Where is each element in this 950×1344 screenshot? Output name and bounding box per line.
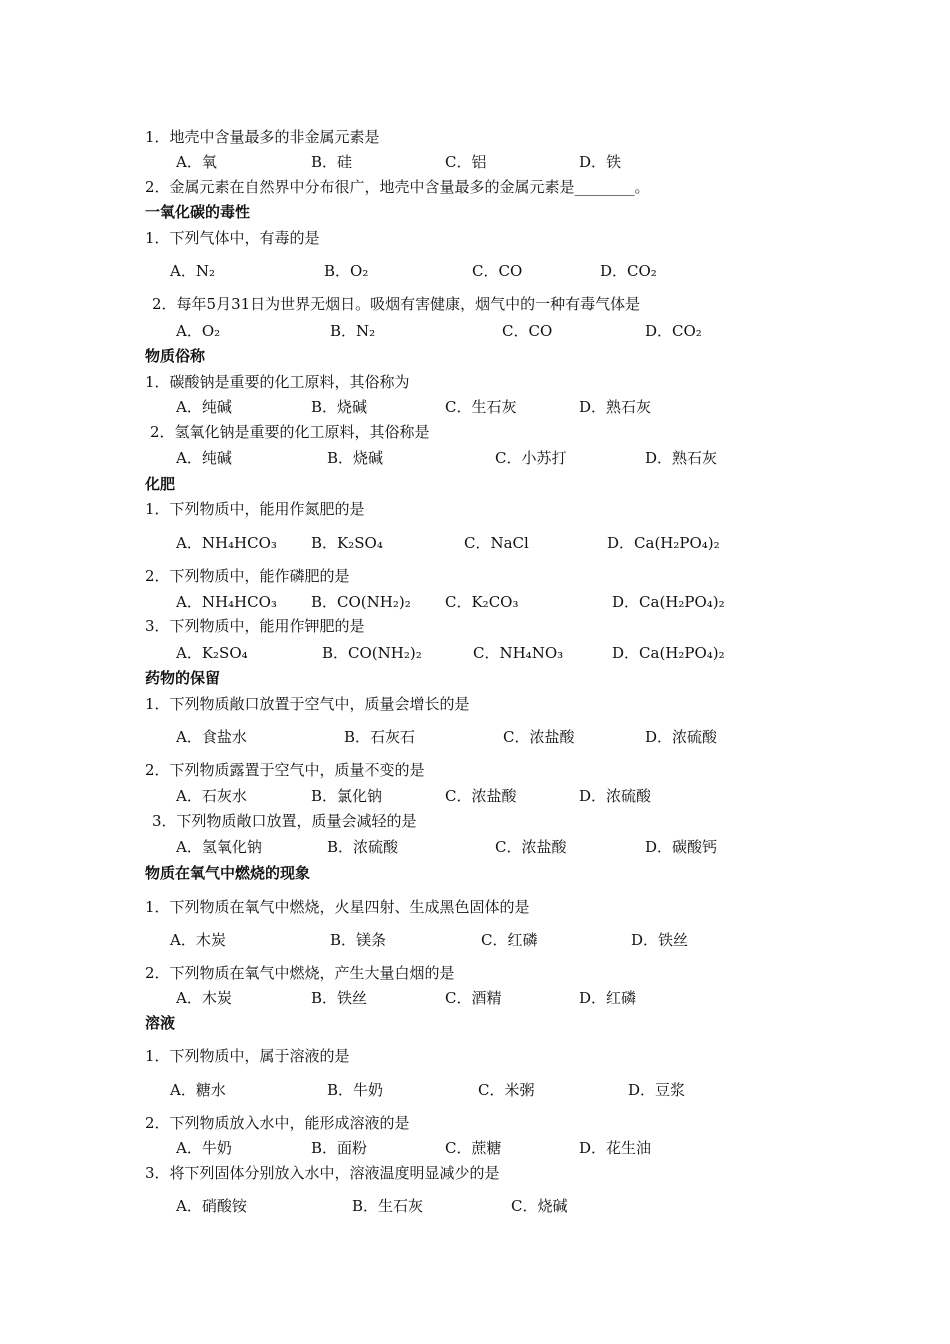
- option: A．牛奶: [176, 1139, 232, 1157]
- section-heading: 药物的保留: [145, 669, 221, 687]
- question-stem: 2．每年5月31日为世界无烟日。吸烟有害健康，烟气中的一种有毒气体是: [152, 295, 641, 313]
- option: C．红磷: [481, 931, 538, 949]
- option: D．铁丝: [631, 931, 689, 949]
- question-stem: 2．下列物质在氧气中燃烧，产生大量白烟的是: [145, 964, 455, 982]
- option: B．CO(NH₂)₂: [311, 593, 411, 611]
- question-stem: 3．下列物质敞口放置，质量会减轻的是: [152, 812, 417, 830]
- option: C．铝: [445, 153, 487, 171]
- option: A．硝酸铵: [176, 1197, 247, 1215]
- section-heading: 化肥: [145, 475, 176, 493]
- option: A．木炭: [176, 989, 232, 1007]
- option: B．浓硫酸: [327, 838, 399, 856]
- option: C．蔗糖: [445, 1139, 502, 1157]
- option: B．烧碱: [327, 449, 384, 467]
- option: D．浓硫酸: [579, 787, 652, 805]
- option: C．生石灰: [445, 398, 517, 416]
- question-stem: 2．氢氧化钠是重要的化工原料，其俗称是: [150, 423, 430, 441]
- option: C．CO: [472, 262, 523, 280]
- option: A．纯碱: [176, 449, 232, 467]
- option: B．面粉: [311, 1139, 368, 1157]
- option: A．N₂: [170, 262, 215, 280]
- section-heading: 一氧化碳的毒性: [145, 203, 251, 221]
- option: D．豆浆: [628, 1081, 686, 1099]
- option: B．石灰石: [344, 728, 416, 746]
- option: C．NaCl: [464, 534, 529, 552]
- option: D．Ca(H₂PO₄)₂: [612, 644, 725, 662]
- section-heading: 物质俗称: [145, 347, 206, 365]
- option: A．NH₄HCO₃: [176, 593, 277, 611]
- option: C．浓盐酸: [495, 838, 567, 856]
- question-stem: 3．下列物质中，能用作钾肥的是: [145, 617, 365, 635]
- question-stem: 3．将下列固体分别放入水中，溶液温度明显减少的是: [145, 1164, 500, 1182]
- question-stem: 1．下列物质在氧气中燃烧，火星四射、生成黑色固体的是: [145, 898, 530, 916]
- option: B．O₂: [324, 262, 369, 280]
- option: B．铁丝: [311, 989, 368, 1007]
- question-stem: 2．下列物质放入水中，能形成溶液的是: [145, 1114, 410, 1132]
- option: B．牛奶: [327, 1081, 384, 1099]
- option: C．烧碱: [511, 1197, 568, 1215]
- option: D．Ca(H₂PO₄)₂: [607, 534, 720, 552]
- option: A．K₂SO₄: [176, 644, 248, 662]
- option: B．CO(NH₂)₂: [322, 644, 422, 662]
- option: C．CO: [502, 322, 553, 340]
- option: D．熟石灰: [579, 398, 652, 416]
- option: B．K₂SO₄: [311, 534, 383, 552]
- option: A．O₂: [176, 322, 221, 340]
- option: A．石灰水: [176, 787, 247, 805]
- option: A．氢氧化钠: [176, 838, 262, 856]
- option: B．硅: [311, 153, 353, 171]
- option: B．生石灰: [352, 1197, 424, 1215]
- option: B．镁条: [330, 931, 387, 949]
- option: B．烧碱: [311, 398, 368, 416]
- option: A．氧: [176, 153, 217, 171]
- option: A．NH₄HCO₃: [176, 534, 277, 552]
- option: C．浓盐酸: [503, 728, 575, 746]
- option: C．浓盐酸: [445, 787, 517, 805]
- option: D．CO₂: [645, 322, 702, 340]
- option: D．碳酸钙: [645, 838, 718, 856]
- option: B．氯化钠: [311, 787, 383, 805]
- question-stem: 1．地壳中含量最多的非金属元素是: [145, 128, 380, 146]
- option: D．Ca(H₂PO₄)₂: [612, 593, 725, 611]
- question-stem: 2．下列物质露置于空气中，质量不变的是: [145, 761, 425, 779]
- question-stem: 1．碳酸钠是重要的化工原料，其俗称为: [145, 373, 410, 391]
- option: C．酒精: [445, 989, 502, 1007]
- question-stem: 2．金属元素在自然界中分布很广，地壳中含量最多的金属元素是________。: [145, 178, 650, 196]
- option: D．铁: [579, 153, 622, 171]
- option: D．浓硫酸: [645, 728, 718, 746]
- question-stem: 1．下列物质中，能用作氮肥的是: [145, 500, 365, 518]
- option: A．木炭: [170, 931, 226, 949]
- section-heading: 溶液: [145, 1014, 176, 1032]
- option: C．小苏打: [495, 449, 567, 467]
- question-stem: 2．下列物质中，能作磷肥的是: [145, 567, 350, 585]
- section-heading: 物质在氧气中燃烧的现象: [145, 864, 311, 882]
- option: D．熟石灰: [645, 449, 718, 467]
- question-stem: 1．下列气体中，有毒的是: [145, 229, 320, 247]
- option: A．纯碱: [176, 398, 232, 416]
- option: A．食盐水: [176, 728, 247, 746]
- question-stem: 1．下列物质中，属于溶液的是: [145, 1047, 350, 1065]
- option: D．红磷: [579, 989, 637, 1007]
- option: C．米粥: [478, 1081, 535, 1099]
- option: D．花生油: [579, 1139, 652, 1157]
- option: B．N₂: [330, 322, 376, 340]
- option: D．CO₂: [600, 262, 657, 280]
- option: C．NH₄NO₃: [473, 644, 564, 662]
- question-stem: 1．下列物质敞口放置于空气中，质量会增长的是: [145, 695, 470, 713]
- option: A．糖水: [170, 1081, 226, 1099]
- option: C．K₂CO₃: [445, 593, 519, 611]
